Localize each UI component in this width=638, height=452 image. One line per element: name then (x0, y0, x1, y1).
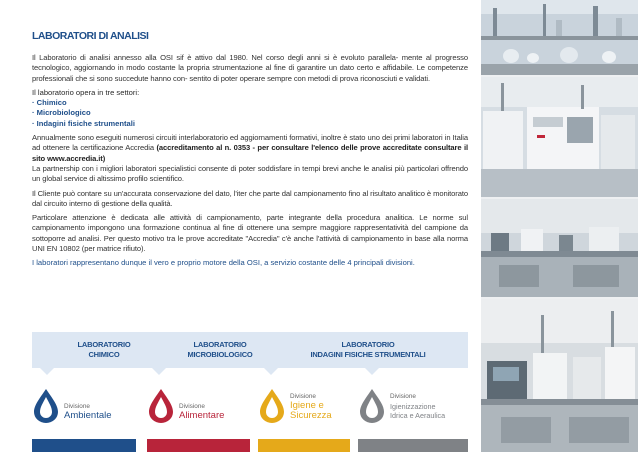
division-label: Divisione (390, 393, 416, 400)
division-name-line2: Idrica e Aeraulica (390, 411, 446, 420)
division-alimentare (147, 388, 257, 426)
color-bar-grey (358, 439, 468, 452)
sector-item-chimico: · Chimico (32, 98, 67, 108)
sector-item-microbiologico: · Microbiologico (32, 108, 91, 118)
division-label: Divisione (290, 393, 316, 400)
division-ambientale (32, 388, 142, 426)
strip-arrow (152, 368, 166, 375)
lab-equipment-photo (481, 299, 638, 452)
lab-chimico (44, 340, 164, 359)
division-label: Divisione (179, 403, 205, 410)
sectors-intro: Il laboratorio opera in tre settori: (32, 87, 140, 97)
lab-glassware-photo (481, 0, 638, 75)
division-label: Divisione (64, 403, 90, 410)
strip-arrow (264, 368, 278, 375)
division-name: Igienizzazione (390, 402, 436, 411)
water-drop-icon (147, 388, 175, 424)
water-drop-icon (258, 388, 286, 424)
quality-paragraph: Il Cliente può contare su un'accurata conservazione del dato, l'iter che parte dal campionamento fino al risultato analitico è monitorato dal circuito interno di gestione della qualità. (32, 188, 468, 208)
division-name: Alimentare (179, 410, 225, 421)
intro-paragraph: Il Laboratorio di analisi annesso alla OSI sif è attivo dal 1980. Nel corso degli anni si è evoluto parallela- mente al progresso tecnologico, aggiornando in modo costante la propria strumentazione al fine di garantire un dato certo e affidabile. Le competenze professionali che si sono succedute hanno con- sentito di poter operare sempre con metodi di prova riconosciuti e validati. (32, 53, 468, 83)
water-drop-icon (32, 388, 60, 424)
division-igienizzazione (358, 388, 468, 426)
lab-chimico-line2: CHIMICO (88, 349, 120, 359)
lab-indagini (282, 340, 454, 359)
sampling-paragraph: Particolare attenzione è dedicata alle attività di campionamento, parte integrante della procedura analitica. Le norme sul campionamento impongono una formazione continua al fine di ottenere una sempre maggiore rappresentatività del campione da sottoporre ad analisi. Per questo motivo tra le prove accreditate "Accredia" c'è anche l'attività di campionamento in base alla norma UNI EN 10802 (per matrice rifiuto). (32, 213, 468, 254)
division-name: Igiene e (290, 400, 324, 411)
accreditation-paragraph (32, 133, 468, 184)
lab-chimico-line1: LABORATORIO (77, 340, 131, 349)
division-name: Ambientale (64, 410, 112, 421)
color-bar-blue (32, 439, 136, 452)
accreditation-link-text: (accreditamento al n. 0353 - per consultare l'elenco delle prove accreditate consultare il sito www.accredia.it) (32, 143, 468, 163)
closing-line: I laboratori rappresentano dunque il vero e proprio motore della OSI, a servizio costante delle 4 principali divisioni. (32, 258, 415, 268)
lab-instrument-photo (481, 77, 638, 197)
strip-arrow (40, 368, 54, 375)
color-bar-yellow (258, 439, 350, 452)
accreditation-text: Annualmente sono eseguiti numerosi circuiti interlaboratorio ed aggiornamenti formativi, inoltre è stato uno dei primi laboratori in Italia ad ottenere la certificazione Accredia (32, 133, 468, 153)
water-drop-icon (358, 388, 386, 424)
lab-indagini-line1: LABORATORIO (341, 340, 395, 349)
strip-arrow (365, 368, 379, 375)
text-column (32, 30, 468, 268)
division-name-line2: Sicurezza (290, 410, 332, 421)
lab-benches-photo (481, 199, 638, 297)
division-igiene-sicurezza (258, 388, 368, 426)
lab-indagini-line2: INDAGINI FISICHE STRUMENTALI (310, 349, 426, 359)
page-title: LABORATORI DI ANALISI (32, 30, 149, 42)
sectors-list (32, 88, 468, 129)
partnership-text: La partnership con i migliori laboratori specialistici consente di poter soddisfare in tempi brevi anche le analisi più particolari offrendo un global service di altissimo profilo scientifico. (32, 163, 468, 184)
lab-micro-line1: LABORATORIO (193, 340, 247, 349)
lab-microbiologico (160, 340, 280, 359)
lab-micro-line2: MICROBIOLOGICO (187, 349, 253, 359)
photo-column (481, 0, 638, 452)
laboratories-strip (32, 332, 468, 368)
sector-item-indagini: · Indagini fisiche strumentali (32, 118, 135, 128)
color-bar-red (147, 439, 250, 452)
